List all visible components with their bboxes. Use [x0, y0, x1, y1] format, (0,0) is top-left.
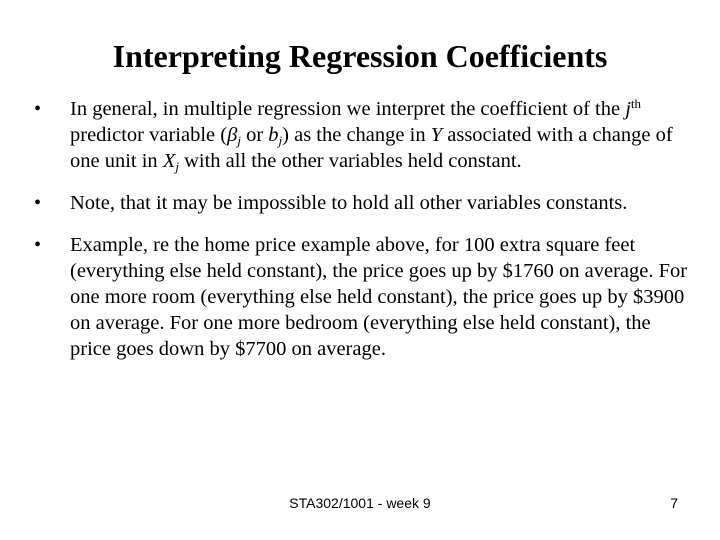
italic-j: j — [625, 98, 631, 120]
beta-symbol: β — [227, 124, 238, 146]
bullet-text: Example, re the home price example above, for 100 extra square feet (everything else held constant), the price goes up by $1760 on average. For one more room (everything else held constant), the price goes up by $3900 on average. For one more bedroom (everything else held constant), the price goes down by $7700 on average. — [70, 234, 688, 360]
bullet-text-segment: ) as the change in — [282, 124, 431, 146]
bullet-text-segment: In general, in multiple regression we interpret the coefficient of the — [70, 98, 626, 120]
bullet-item-general-interpretation — [34, 96, 694, 174]
bullet-text: Note, that it may be impossible to hold all other variables constants. — [70, 192, 628, 214]
bullet-marker: • — [34, 192, 42, 214]
slide-title: Interpreting Regression Coefficients — [112, 38, 608, 74]
bullet-marker: • — [34, 98, 42, 120]
bullet-text-segment: associated with a change of one unit in — [70, 124, 673, 172]
bullet-text-segment: or — [240, 124, 269, 146]
bullet-item-example — [34, 232, 694, 362]
bullet-marker: • — [34, 234, 42, 256]
y-symbol: Y — [430, 124, 443, 146]
bullet-item-note — [34, 190, 694, 216]
x-symbol: X — [162, 150, 176, 172]
b-subscript: j — [278, 133, 283, 148]
x-subscript: j — [175, 159, 179, 174]
page-number: 7 — [670, 495, 678, 511]
b-symbol: b — [268, 124, 279, 146]
slide-footer: STA302/1001 - week 9 — [289, 495, 431, 511]
superscript-th: th — [630, 96, 642, 111]
beta-subscript: j — [237, 133, 241, 148]
bullet-text-segment: predictor variable ( — [70, 124, 228, 146]
bullet-text-segment: with all the other variables held constant. — [178, 150, 522, 172]
bullet-list — [34, 96, 694, 362]
